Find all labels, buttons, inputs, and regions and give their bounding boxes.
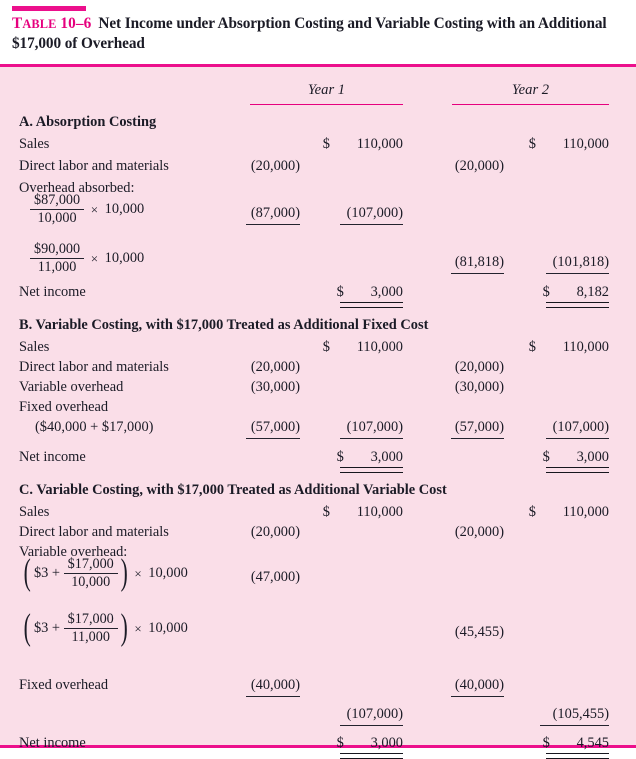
right-paren-icon: ) [120, 552, 129, 594]
cell-double-underline [546, 753, 609, 759]
cell-underline [540, 725, 609, 726]
cell-underline [246, 696, 300, 697]
cell-value: (30,000) [250, 379, 300, 395]
cell-underline [451, 696, 504, 697]
left-paren-icon: ( [23, 607, 31, 649]
cell-value: $ 110,000 [322, 136, 403, 152]
cell-value: (81,818) [454, 254, 504, 270]
cell-value: $ 3,000 [542, 449, 609, 465]
table-caption [12, 14, 624, 54]
fraction: $\frac{\$17,000}{10,000}$ [64, 557, 118, 589]
column-header-rule-year2 [452, 104, 609, 105]
cell-value: (57,000) [454, 419, 504, 435]
multiply-icon: × [134, 565, 142, 581]
right-paren-icon: ) [120, 607, 129, 649]
row-label: Sales [19, 339, 50, 355]
column-header-year2: Year 2 [511, 82, 550, 98]
row-label: Sales [19, 504, 50, 520]
section-heading-c: C. Variable Costing, with $17,000 Treated as Additional Variable Cost [19, 482, 447, 498]
formula-p10000: ( $3 + $\frac{\$17,000}{10,000}$ ) × 10,000 [23, 552, 188, 594]
row-label: Net income [19, 449, 86, 465]
cell-value: (20,000) [454, 359, 504, 375]
cell-underline [340, 725, 403, 726]
cell-value: (30,000) [454, 379, 504, 395]
cell-value: $ 110,000 [322, 504, 403, 520]
section-heading-a: A. Absorption Costing [19, 114, 157, 130]
column-header-year1: Year 1 [307, 82, 346, 98]
cell-double-underline [546, 467, 609, 473]
cell-underline [546, 438, 609, 439]
row-label: ($40,000 + $17,000) [35, 419, 154, 435]
cell-value: $ 110,000 [322, 339, 403, 355]
cell-value: (107,000) [346, 419, 403, 435]
cell-value: (20,000) [250, 158, 300, 174]
cell-double-underline [340, 302, 403, 308]
cell-underline [340, 224, 403, 225]
cell-underline [246, 438, 300, 439]
formula-90000: $\frac{\$90,000}{11,000}$ × 10,000 [30, 242, 144, 274]
row-label: Variable overhead [19, 379, 124, 395]
cell-value: (107,000) [346, 205, 403, 221]
cell-value: (20,000) [250, 359, 300, 375]
cell-underline [546, 273, 609, 274]
left-paren-icon: ( [23, 552, 31, 594]
cell-value: (20,000) [454, 524, 504, 540]
formula-87000: $\frac{\$87,000}{10,000}$ × 10,000 [30, 193, 144, 225]
row-label: Overhead absorbed: [19, 180, 135, 196]
formula-p11000: ( $3 + $\frac{\$17,000}{11,000}$ ) × 10,000 [23, 607, 188, 649]
cell-value: (40,000) [250, 677, 300, 693]
cell-value: $ 4,545 [542, 735, 609, 751]
cell-value: (105,455) [552, 706, 609, 722]
row-label: Direct labor and materials [19, 158, 169, 174]
multiply-icon: × [90, 201, 99, 217]
cell-underline [451, 438, 504, 439]
cell-underline [451, 273, 504, 274]
row-label: Direct labor and materials [19, 524, 169, 540]
row-label: Net income [19, 735, 86, 751]
row-label: Fixed overhead [19, 399, 109, 415]
cell-double-underline [340, 467, 403, 473]
table-title: Net Income under Absorption Costing and Variable Costing with an Additional $17,000 of Overhead [12, 15, 607, 53]
multiply-icon: × [134, 620, 142, 636]
row-label: Variable overhead: [19, 544, 128, 560]
cell-value: (20,000) [250, 524, 300, 540]
cell-value: $ 3,000 [336, 735, 403, 751]
cell-underline [246, 224, 300, 225]
cell-value: (87,000) [250, 205, 300, 221]
row-label: Sales [19, 136, 50, 152]
cell-value: $ 110,000 [528, 504, 609, 520]
row-label: Net income [19, 284, 86, 300]
caption-accent-rule [12, 6, 86, 11]
section-heading-b: B. Variable Costing, with $17,000 Treated as Additional Fixed Cost [19, 317, 429, 333]
row-label: Direct labor and materials [19, 359, 169, 375]
cell-double-underline [340, 753, 403, 759]
fraction: $\frac{\$17,000}{11,000}$ [64, 612, 118, 644]
cell-value: $ 3,000 [336, 284, 403, 300]
fraction: $\frac{\$87,000}{10,000}$ [30, 193, 84, 225]
column-header-rule-year1 [250, 104, 403, 105]
cell-value: (57,000) [250, 419, 300, 435]
cell-value: $ 3,000 [336, 449, 403, 465]
row-label: Fixed overhead [19, 677, 109, 693]
cell-value: (45,455) [454, 624, 504, 640]
cell-value: (107,000) [552, 419, 609, 435]
fraction: $\frac{\$90,000}{11,000}$ [30, 242, 84, 274]
cell-value: (20,000) [454, 158, 504, 174]
table-panel [0, 64, 636, 751]
cell-double-underline [546, 302, 609, 308]
cell-value: (47,000) [250, 569, 300, 585]
cell-value: (40,000) [454, 677, 504, 693]
multiply-icon: × [90, 250, 99, 266]
cell-value: $ 8,182 [542, 284, 609, 300]
cell-underline [340, 438, 403, 439]
cell-value: $ 110,000 [528, 136, 609, 152]
cell-value: (101,818) [552, 254, 609, 270]
cell-value: (107,000) [346, 706, 403, 722]
table-number-label: TABLE 10–6 [12, 15, 92, 32]
cell-value: $ 110,000 [528, 339, 609, 355]
